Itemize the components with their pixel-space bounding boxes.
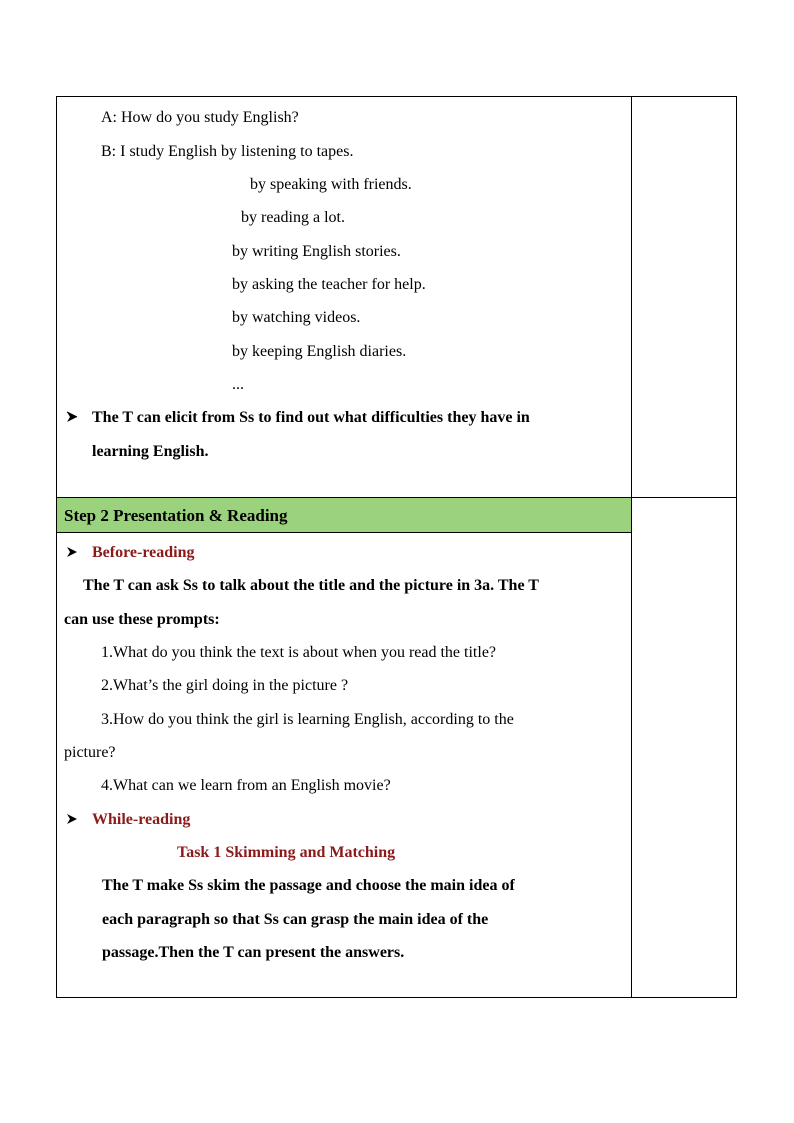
dialog-question: A: How do you study English? [101, 109, 299, 126]
way-item: by asking the teacher for help. [232, 276, 426, 293]
task-text-line: each paragraph so that Ss can grasp the main idea of the [102, 911, 489, 928]
prompt-item: 1.What do you think the text is about when you read the title? [101, 644, 497, 661]
prompt-item-continued: picture? [64, 744, 116, 761]
way-item: by watching videos. [232, 309, 361, 326]
task-text-line: passage.Then the T can present the answers. [102, 944, 405, 961]
way-item: by keeping English diaries. [232, 343, 407, 360]
arrow-bullet-icon [66, 813, 78, 825]
column-divider [631, 97, 632, 997]
lesson-table [56, 96, 737, 998]
task-heading: Task 1 Skimming and Matching [177, 844, 396, 861]
way-item: by speaking with friends. [250, 176, 412, 193]
step-heading-bar [57, 498, 631, 533]
step-title: Step 2 Presentation & Reading [64, 506, 288, 525]
way-item: ... [232, 376, 244, 393]
elicit-text-line1: The T can elicit from Ss to find out what difficulties they have in [92, 409, 530, 426]
arrow-bullet-icon [66, 411, 78, 423]
while-reading-heading: While-reading [92, 811, 191, 828]
elicit-text-line2: learning English. [92, 443, 209, 460]
before-reading-heading: Before-reading [92, 544, 195, 561]
prompt-item: 2.What’s the girl doing in the picture ? [101, 677, 349, 694]
way-item: by writing English stories. [232, 243, 401, 260]
prompt-item: 4.What can we learn from an English movie? [101, 777, 391, 794]
dialog-answer: B: I study English by listening to tapes. [101, 143, 354, 160]
intro-line1: The T can ask Ss to talk about the title and the picture in 3a. The T [83, 577, 539, 594]
way-item: by reading a lot. [241, 209, 345, 226]
task-text-line: The T make Ss skim the passage and choose the main idea of [102, 877, 515, 894]
arrow-bullet-icon [66, 546, 78, 558]
intro-line2: can use these prompts: [64, 611, 220, 628]
prompt-item: 3.How do you think the girl is learning English, according to the [101, 711, 514, 728]
